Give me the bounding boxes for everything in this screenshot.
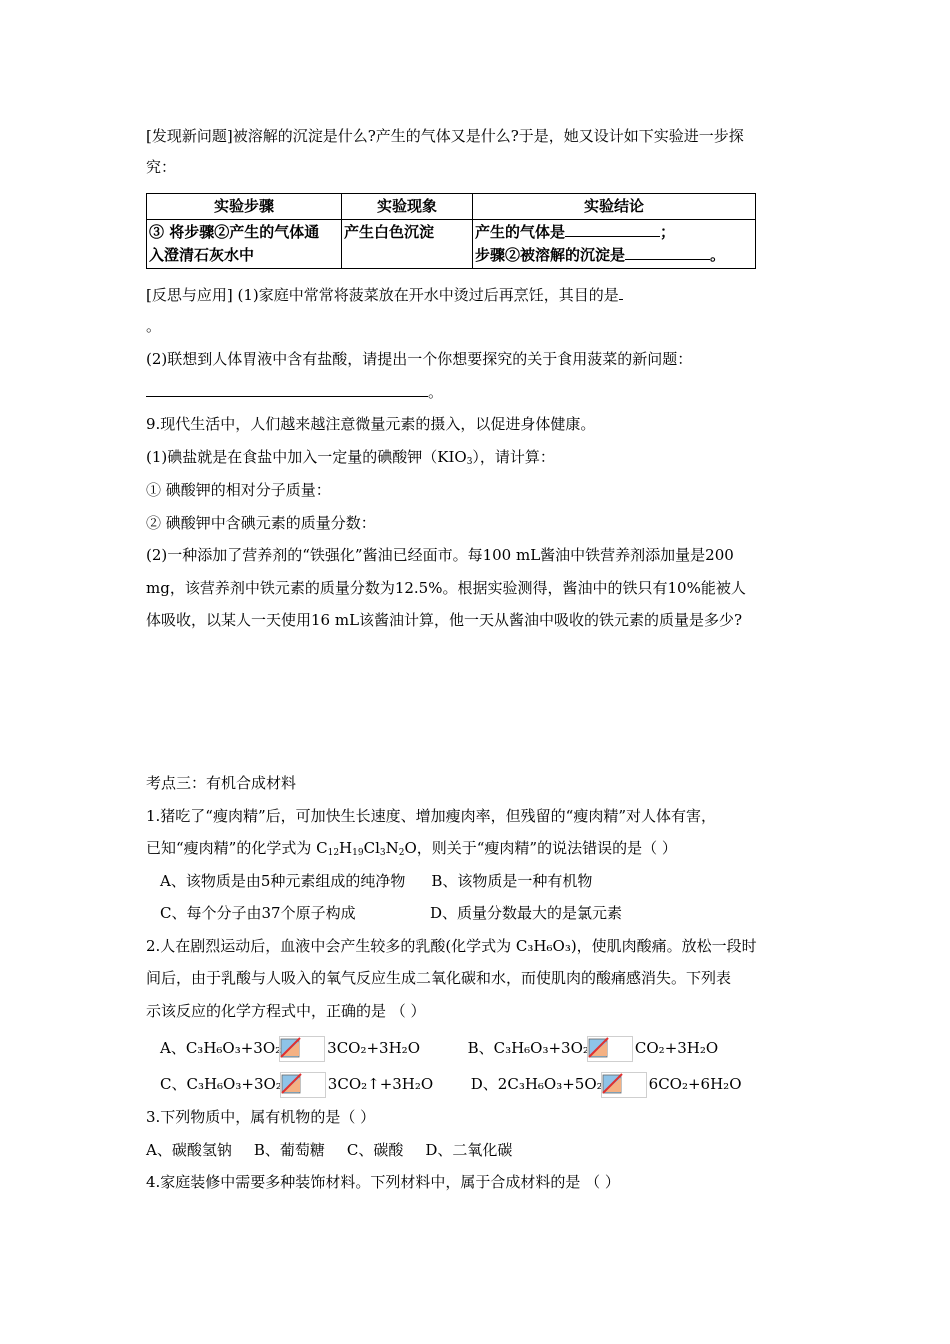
option-text: CO₂+3H₂O (634, 1039, 719, 1057)
option-text: D、2C₃H₆O₃+5O₂ (470, 1075, 603, 1093)
q1-text: 已知“瘦肉精”的化学式为 C (146, 839, 328, 857)
option-a[interactable] (160, 1039, 420, 1057)
q1-sub: 12 (327, 848, 340, 858)
table-header-cell: 实验步骤 (147, 194, 342, 220)
table-header-cell: 实验结论 (473, 194, 756, 220)
question-9-2-line2: mg，该营养剂中铁元素的质量分数为12.5%。根据实验测得，酱油中的铁只有10%能被人 (146, 579, 746, 597)
question-2-options-cd (160, 1072, 742, 1098)
conclusion-line (475, 244, 753, 267)
table-row (147, 220, 756, 269)
step-line: ③ 将步骤②产生的气体通 (149, 223, 320, 241)
table-cell-phenomenon: 产生白色沉淀 (342, 220, 473, 269)
q1-text: N (385, 839, 399, 857)
q1-sub: 3 (379, 848, 386, 858)
question-3: 3.下列物质中，属有机物的是（ ） (146, 1108, 376, 1126)
paragraph-new-question: [发现新问题]被溶解的沉淀是什么?产生的气体又是什么?于是，她又设计如下实验进一步探 (146, 127, 744, 145)
answer-blank[interactable] (146, 381, 428, 397)
question-9-a: ① 碘酸钾的相对分子质量： (146, 481, 331, 499)
section-title: 考点三：有机合成材料 (146, 774, 297, 792)
question-9-2-line1: (2)一种添加了营养剂的“铁强化”酱油已经面市。每100 mL酱油中铁营养剂添加量是200 (146, 546, 734, 564)
q9-1-sub: 3 (466, 457, 473, 467)
option-text: B、C₃H₆O₃+3O₂ (467, 1039, 589, 1057)
reaction-arrow-image-icon (601, 1072, 647, 1098)
answer-blank[interactable] (625, 244, 710, 260)
question-9-2-line3: 体吸收，以某人一天使用16 mL该酱油计算，他一天从酱油中吸收的铁元素的质量是多少? (146, 611, 743, 629)
conclusion-text: 步骤②被溶解的沉淀是 (475, 246, 626, 264)
question-1-options-cd (160, 903, 622, 923)
reflect-2-end: 。 (428, 383, 444, 401)
table-cell-step (147, 220, 342, 269)
q9-1-text: (1)碘盐就是在食盐中加入一定量的碘酸钾（KIO (146, 448, 467, 466)
option-c[interactable]: C、碳酸 (346, 1141, 404, 1159)
step-line: 入澄清石灰水中 (149, 246, 255, 264)
experiment-table (146, 193, 756, 269)
reflect-2: (2)联想到人体胃液中含有盐酸，请提出一个你想要探究的关于食用菠菜的新问题： (146, 350, 693, 368)
option-text: C、C₃H₆O₃+3O₂ (160, 1075, 282, 1093)
table-header-row (147, 194, 756, 220)
conclusion-text: 。 (710, 246, 726, 264)
q1-sub: 2 (398, 848, 405, 858)
option-c[interactable] (160, 1075, 433, 1093)
conclusion-line (475, 221, 753, 244)
option-text: A、C₃H₆O₃+3O₂ (160, 1039, 282, 1057)
option-d[interactable] (471, 1075, 742, 1093)
option-text: 3CO₂↑+3H₂O (327, 1075, 434, 1093)
reflect-1 (146, 284, 623, 305)
reaction-arrow-image-icon (587, 1036, 633, 1062)
paragraph-new-question-cont: 究： (146, 158, 177, 176)
question-2-line2: 间后，由于乳酸与人吸入的氧气反应生成二氧化碳和水，而使肌肉的酸痛感消失。下列表 (146, 969, 732, 987)
option-b[interactable]: B、葡萄糖 (253, 1141, 325, 1159)
question-2-options-ab (160, 1036, 718, 1062)
reaction-arrow-image-icon (280, 1072, 326, 1098)
table-header-cell: 实验现象 (342, 194, 473, 220)
question-9-1 (146, 447, 555, 467)
reflect-1-end: 。 (146, 317, 162, 335)
option-text: 3CO₂+3H₂O (327, 1039, 420, 1057)
option-b[interactable] (468, 1039, 719, 1057)
q1-text: O，则关于“瘦肉精”的说法错误的是（ ） (404, 839, 677, 857)
option-text: 6CO₂+6H₂O (648, 1075, 742, 1093)
option-b[interactable]: B、该物质是一种有机物 (431, 872, 593, 890)
reflect-2-answer (146, 381, 443, 402)
q1-text: Cl (363, 839, 380, 857)
reaction-arrow-image-icon (279, 1036, 325, 1062)
conclusion-text: 产生的气体是 (475, 223, 566, 241)
reflect-1-text: [反思与应用] (1)家庭中常常将菠菜放在开水中烫过后再烹饪，其目的是 (146, 286, 619, 304)
conclusion-text: ； (660, 223, 676, 241)
question-2-line1: 2.人在剧烈运动后，血液中会产生较多的乳酸(化学式为 C₃H₆O₃)，使肌肉酸痛。放松一段时 (146, 937, 757, 955)
option-d[interactable]: D、质量分数最大的是氯元素 (430, 904, 623, 922)
option-c[interactable]: C、每个分子由37个原子构成 (160, 904, 356, 922)
table-cell-conclusion (473, 220, 756, 269)
option-d[interactable]: D、二氧化碳 (425, 1141, 513, 1159)
q9-1-end: ），请计算： (472, 448, 555, 466)
q1-sub: 19 (352, 848, 364, 858)
question-4: 4.家庭装修中需要多种装饰材料。下列材料中，属于合成材料的是 （ ） (146, 1173, 620, 1191)
question-9: 9.现代生活中，人们越来越注意微量元素的摄入，以促进身体健康。 (146, 415, 596, 433)
question-1-options-ab (160, 871, 592, 891)
option-a[interactable]: A、碳酸氢钠 (146, 1141, 232, 1159)
question-3-options (146, 1140, 512, 1160)
q1-text: H (339, 839, 353, 857)
answer-blank[interactable] (619, 284, 623, 300)
option-a[interactable]: A、该物质是由5种元素组成的纯净物 (160, 872, 406, 890)
question-9-b: ② 碘酸钾中含碘元素的质量分数： (146, 514, 376, 532)
question-1-line2 (146, 838, 677, 858)
answer-blank[interactable] (565, 221, 660, 237)
question-2-line3: 示该反应的化学方程式中，正确的是 （ ） (146, 1002, 426, 1020)
question-1-line1: 1.猪吃了“瘦肉精”后，可加快生长速度、增加瘦肉率，但残留的“瘦肉精”对人体有害， (146, 807, 716, 825)
